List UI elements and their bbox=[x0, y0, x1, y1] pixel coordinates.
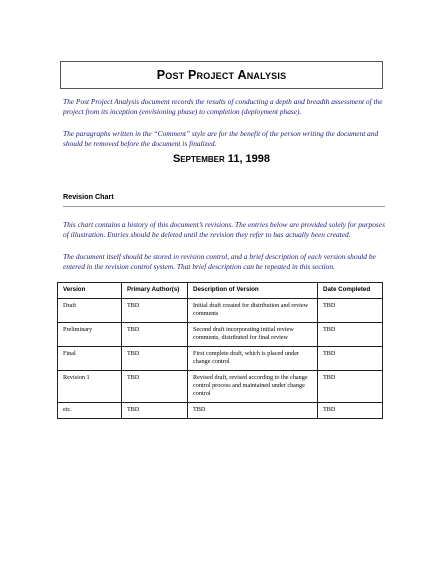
table-row bbox=[58, 299, 383, 323]
cell-author: TBD bbox=[122, 371, 188, 403]
title-text: Post Project Analysis bbox=[156, 68, 287, 82]
table-row bbox=[58, 371, 383, 403]
table-row bbox=[58, 403, 383, 419]
cell-author: TBD bbox=[122, 323, 188, 347]
table-row bbox=[58, 347, 383, 371]
cell-description: Initial draft created for distribution and review comments bbox=[188, 299, 318, 323]
intro-paragraph-1: The Post Project Analysis document records the results of conducting a depth and breadth assessment of the project from its inception (envisioning phase) to completion (deployment phase). bbox=[63, 97, 383, 116]
cell-version: etc. bbox=[58, 403, 122, 419]
cell-date: TBD bbox=[318, 299, 383, 323]
cell-author: TBD bbox=[122, 299, 188, 323]
section-divider bbox=[63, 206, 385, 207]
cell-date: TBD bbox=[318, 371, 383, 403]
header-date-completed: Date Completed bbox=[318, 283, 383, 299]
cell-description: Revised draft, revised according to the change control process and maintained under change control bbox=[188, 371, 318, 403]
revision-chart-heading: Revision Chart bbox=[63, 192, 114, 201]
table-header-row bbox=[58, 283, 383, 299]
cell-version: Draft bbox=[58, 299, 122, 323]
revision-paragraph-1: This chart contains a history of this document’s revisions. The entries below are provided solely for purposes of illustration. Entries should be deleted until the revision they refer to has actually been created. bbox=[63, 220, 385, 239]
cell-version: Preliminary bbox=[58, 323, 122, 347]
intro-paragraph-2: The paragraphs written in the “Comment” style are for the benefit of the person writing the document and should be removed before the document is finalized. bbox=[63, 129, 379, 148]
header-primary-authors: Primary Author(s) bbox=[122, 283, 188, 299]
cell-author: TBD bbox=[122, 347, 188, 371]
cell-date: TBD bbox=[318, 403, 383, 419]
header-version: Version bbox=[58, 283, 122, 299]
header-description: Description of Version bbox=[188, 283, 318, 299]
cell-description: Second draft incorporating initial review comments, distributed for final review bbox=[188, 323, 318, 347]
cell-description: TBD bbox=[188, 403, 318, 419]
cell-author: TBD bbox=[122, 403, 188, 419]
revision-table bbox=[57, 282, 383, 419]
cell-version: Revision 1 bbox=[58, 371, 122, 403]
table-row bbox=[58, 323, 383, 347]
document-date: September 11, 1998 bbox=[172, 153, 271, 165]
cell-description: First complete draft, which is placed under change control bbox=[188, 347, 318, 371]
document-title bbox=[60, 61, 383, 89]
cell-date: TBD bbox=[318, 323, 383, 347]
revision-paragraph-2: The document itself should be stored in revision control, and a brief description of each version should be entered in the revision control system. That brief description can be repeated in this section. bbox=[63, 252, 376, 271]
cell-version: Final bbox=[58, 347, 122, 371]
cell-date: TBD bbox=[318, 347, 383, 371]
